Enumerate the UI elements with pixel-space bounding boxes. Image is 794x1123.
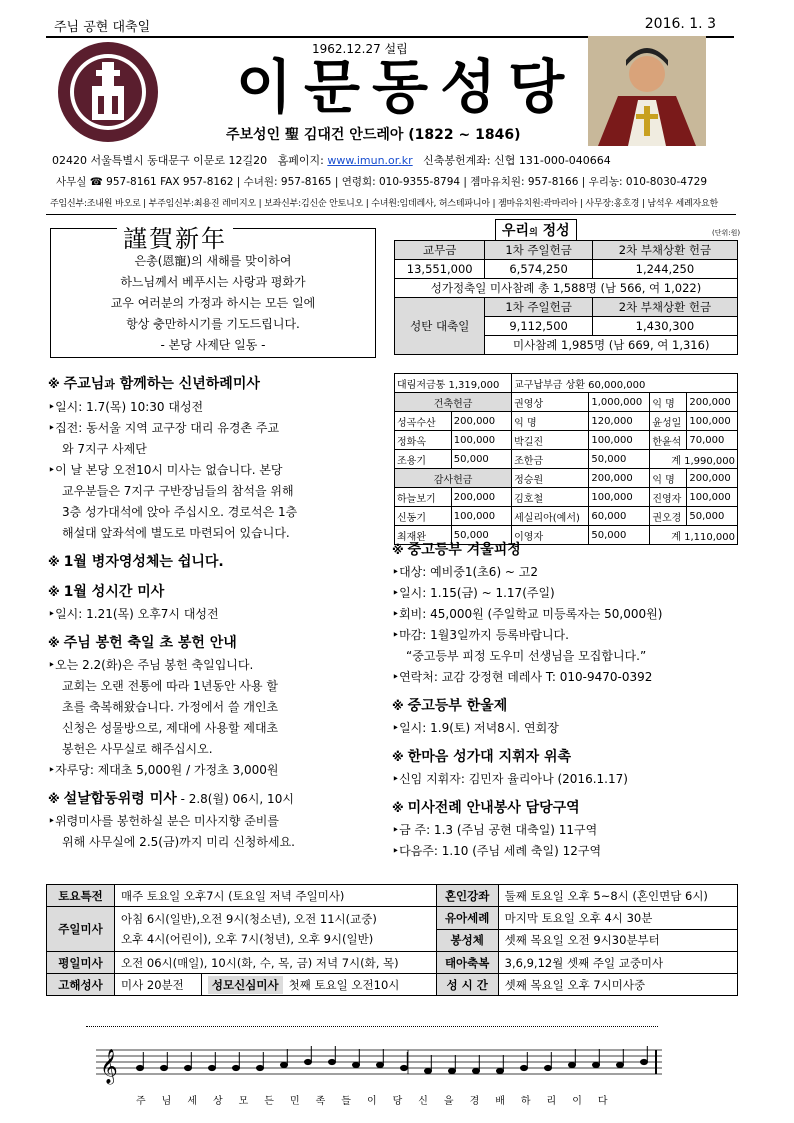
table-cell: 오전 06시(매일), 10시(화, 수, 목, 금) 저녁 7시(화, 목) xyxy=(115,952,437,974)
new-year-greeting xyxy=(50,225,376,358)
table-cell: 윤성일 xyxy=(650,412,687,431)
svg-text:𝄞: 𝄞 xyxy=(100,1049,118,1084)
table-cell: 아침 6시(일반),오전 9시(청소년), 오전 11시(교중) 오후 4시(어린이), 오후 7시(청년), 오후 9시(일반) xyxy=(115,907,437,952)
table-cell: 감사헌금 xyxy=(395,469,512,488)
table-cell: 이영자 xyxy=(512,526,589,545)
table-cell: 익 명 xyxy=(650,393,687,412)
table-cell: 성탄 대축일 xyxy=(395,298,485,355)
greeting-line: 항상 충만하시기를 기도드립니다. xyxy=(126,317,300,331)
table-cell: 권오경 xyxy=(650,507,687,526)
music-note xyxy=(257,1065,264,1070)
music-note xyxy=(473,1068,480,1073)
table-cell: 태아축복 xyxy=(436,952,498,974)
saint-portrait xyxy=(588,36,706,146)
table-cell: 50,000 xyxy=(589,526,650,545)
top-bar xyxy=(46,10,734,38)
table-cell: 평일미사 xyxy=(47,952,115,974)
notice-line: “중고등부 피정 도우미 선생님을 모집합니다.” xyxy=(406,649,647,663)
notice-line: ‣신임 지휘자: 김민자 율리아나 (2016.1.17) xyxy=(392,772,628,786)
music-note xyxy=(425,1068,432,1073)
left-column xyxy=(48,366,384,853)
notice-line: ‣자루당: 제대초 5,000원 / 가정초 3,000원 xyxy=(48,763,279,777)
notice-line: 3층 성가대석에 앉아 주십시오. 경로석은 1층 xyxy=(62,505,298,519)
notice-line: ‣연락처: 교감 강정현 데레사 T: 010-9470-0392 xyxy=(392,670,653,684)
music-note xyxy=(185,1065,192,1070)
table-cell: 성가정축일 미사참례 총 1,588명 (남 566, 여 1,022) xyxy=(395,279,738,298)
table-cell: 6,574,250 xyxy=(485,260,592,279)
table-cell: 셋째 목요일 오후 7시미사중 xyxy=(498,974,737,996)
table-cell: 교구납부금 상환 60,000,000 xyxy=(512,374,738,393)
star-icon: ※ xyxy=(392,699,404,713)
table-cell: 50,000 xyxy=(451,526,511,545)
table-cell: 혼인강좌 xyxy=(436,885,498,907)
section-title: ※ 중고등부 한울제 xyxy=(392,698,508,714)
table-cell: 3,6,9,12월 셋째 주일 교중미사 xyxy=(498,952,737,974)
section-title: ※ 설날합동위령 미사 - 2.8(월) 06시, 10시 xyxy=(48,791,294,807)
notice-line: ‣일시: 1.7(목) 10:30 대성전 xyxy=(48,400,204,414)
table-cell: 둘째 토요일 오후 5~8시 (혼인면담 6시) xyxy=(498,885,737,907)
table-cell: 100,000 xyxy=(687,488,738,507)
offering-table xyxy=(394,240,738,355)
table-cell: 봉성체 xyxy=(436,929,498,952)
music-note xyxy=(305,1059,312,1064)
star-icon: ※ xyxy=(392,750,404,764)
issue-date: 2016. 1. 3 xyxy=(644,16,716,32)
table-cell: 2차 부채상환 헌금 xyxy=(592,298,737,317)
music-note xyxy=(569,1062,576,1067)
table-cell: 계 1,110,000 xyxy=(650,526,738,545)
star-icon: ※ xyxy=(48,585,60,599)
table-cell: 120,000 xyxy=(589,412,650,431)
table-cell: 정화옥 xyxy=(395,431,452,450)
table-cell: 익 명 xyxy=(650,469,687,488)
homepage-link[interactable]: www.imun.or.kr xyxy=(327,154,413,167)
notice-line: 교회는 오랜 전통에 따라 1년동안 사용 할 xyxy=(62,679,278,693)
notice-line: ‣마감: 1월3일까지 등록바랍니다. xyxy=(392,628,569,642)
greeting-line: 교우 여러분의 가정과 하시는 모든 일에 xyxy=(110,296,316,310)
right-column xyxy=(392,532,738,862)
star-icon: ※ xyxy=(392,543,404,557)
dotted-divider xyxy=(86,1026,658,1027)
table-cell: 1,430,300 xyxy=(592,317,737,336)
feast-label: 주님 공현 대축일 xyxy=(54,20,151,35)
table-cell: 조용기 xyxy=(395,450,452,469)
table-cell: 50,000 xyxy=(589,450,650,469)
table-cell: 13,551,000 xyxy=(395,260,485,279)
music-note xyxy=(209,1065,216,1070)
star-icon: ※ xyxy=(392,801,404,815)
notice-line: 신청은 성물방으로, 제대에 사용할 제대초 xyxy=(62,721,279,735)
mass-schedule-table xyxy=(46,884,738,996)
notice-line: ‣위령미사를 봉헌하실 분은 미사지향 준비를 xyxy=(48,814,279,828)
notice-line: 해설대 앞좌석에 별도로 마련되어 있습니다. xyxy=(62,526,290,540)
music-note xyxy=(281,1062,288,1067)
table-cell: 9,112,500 xyxy=(485,317,592,336)
table-cell: 성 시 간 xyxy=(436,974,498,996)
music-note xyxy=(641,1059,648,1064)
music-note xyxy=(617,1062,624,1067)
table-cell: 진영자 xyxy=(650,488,687,507)
table-cell: 성곡수산 xyxy=(395,412,452,431)
table-cell: 100,000 xyxy=(589,431,650,450)
table-cell: 60,000 xyxy=(589,507,650,526)
table-cell: 권영상 xyxy=(512,393,589,412)
table-cell: 교무금 xyxy=(395,241,485,260)
table-cell: 2차 부채상환 헌금 xyxy=(592,241,737,260)
music-note xyxy=(401,1065,408,1070)
table-cell: 200,000 xyxy=(451,412,511,431)
greeting-signature: - 본당 사제단 일동 - xyxy=(160,338,266,352)
music-note xyxy=(545,1065,552,1070)
hymn-lyrics: 주님세상모든민족들이당신을경배하리이다 xyxy=(136,1096,624,1107)
section-title: ※ 중고등부 겨울피정 xyxy=(392,542,521,558)
music-note xyxy=(521,1065,528,1070)
table-cell: 200,000 xyxy=(687,469,738,488)
table-cell: 최재완 xyxy=(395,526,452,545)
offering-heading: 우리의 정성 xyxy=(495,219,577,241)
parish-logo xyxy=(56,40,160,144)
notice-line: ‣회비: 45,000원 (주일학교 미등록자는 50,000원) xyxy=(392,607,663,621)
music-note xyxy=(593,1062,600,1067)
star-icon: ※ xyxy=(48,636,60,650)
table-cell: 미사참례 1,985명 (남 669, 여 1,316) xyxy=(485,336,738,355)
table-cell: 100,000 xyxy=(589,488,650,507)
table-cell: 200,000 xyxy=(451,488,511,507)
notice-line: ‣대상: 예비중1(초6) ~ 고2 xyxy=(392,565,539,579)
notice-line: 봉헌은 사무실로 해주십시오. xyxy=(62,742,213,756)
table-cell: 고해성사 xyxy=(47,974,115,996)
star-icon: ※ xyxy=(48,792,60,806)
postcode: 02420 xyxy=(52,154,87,167)
notice-line: ‣일시: 1.15(금) ~ 1.17(주일) xyxy=(392,586,555,600)
table-cell: 익 명 xyxy=(512,412,589,431)
divider xyxy=(46,214,736,215)
star-icon: ※ xyxy=(48,377,60,391)
table-cell: 1차 주일헌금 xyxy=(485,298,592,317)
table-cell: 셋째 목요일 오전 9시30분부터 xyxy=(498,929,737,952)
table-cell: 대림저금통 1,319,000 xyxy=(395,374,512,393)
donation-table xyxy=(394,373,738,545)
music-note xyxy=(497,1068,504,1073)
table-cell: 200,000 xyxy=(687,393,738,412)
homepage-label: 홈페이지: xyxy=(277,154,324,167)
table-cell: 50,000 xyxy=(451,450,511,469)
music-note xyxy=(137,1065,144,1070)
table-cell: 마지막 토요일 오후 4시 30분 xyxy=(498,907,737,930)
notice-line: ‣집전: 동서울 지역 교구장 대리 유경촌 주교 xyxy=(48,421,280,435)
greeting-line: 하느님께서 베푸시는 사랑과 평화가 xyxy=(120,275,306,289)
table-cell: 하늘보기 xyxy=(395,488,452,507)
section-title: ※ 미사전례 안내봉사 담당구역 xyxy=(392,800,580,816)
notice-line: 와 7지구 사제단 xyxy=(62,442,147,456)
greeting-line: 은총(恩寵)의 새해를 맞이하여 xyxy=(134,254,292,268)
table-cell: 50,000 xyxy=(687,507,738,526)
table-cell: 조한금 xyxy=(512,450,589,469)
notice-line: 초를 축복해왔습니다. 가정에서 쓸 개인초 xyxy=(62,700,279,714)
table-cell: 1,244,250 xyxy=(592,260,737,279)
greeting-title: 謹賀新年 xyxy=(117,219,233,254)
section-title: ※ 주교님과 함께하는 신년하례미사 xyxy=(48,376,260,392)
music-note xyxy=(233,1065,240,1070)
patron-saint: 주보성인 聖 김대건 안드레아 (1822 ~ 1846) xyxy=(226,127,521,143)
table-cell: 계 1,990,000 xyxy=(650,450,738,469)
table-cell: 200,000 xyxy=(589,469,650,488)
donation-account: 신축봉헌계좌: 신협 131-000-040664 xyxy=(423,154,611,167)
table-cell: 미사 20분전 xyxy=(115,974,202,996)
table-cell: 박길진 xyxy=(512,431,589,450)
table-cell: 100,000 xyxy=(451,507,511,526)
table-cell: 김호철 xyxy=(512,488,589,507)
notice-line: ‣오는 2.2(화)은 주님 봉헌 축일입니다. xyxy=(48,658,254,672)
table-cell: 토요특전 xyxy=(47,885,115,907)
notice-line: 교우분들은 7지구 구반장님들의 참석을 위해 xyxy=(62,484,294,498)
staff-list: 주임신부:조내원 바오로 | 부주임신부:최용진 레미지오 | 보좌신부:김신순 안토니오 | 수녀원:임데레사, 허스테파니아 | 젬마유치원:곽마리아 | 사무장:홍호경 | 남석우 세례자요한 xyxy=(50,199,718,209)
table-cell: 70,000 xyxy=(687,431,738,450)
table-cell: 주일미사 xyxy=(47,907,115,952)
notice-line: 위해 사무실에 2.5(금)까지 미리 신청하세요. xyxy=(62,835,295,849)
notice-line: ‣일시: 1.9(토) 저녁8시. 연회장 xyxy=(392,721,559,735)
table-cell: 건축헌금 xyxy=(395,393,512,412)
established: 1962.12.27 설립 xyxy=(312,42,408,56)
section-title: ※ 한마음 성가대 지휘자 위촉 xyxy=(392,749,572,765)
table-cell: 정승원 xyxy=(512,469,589,488)
section-title: ※ 주님 봉헌 축일 초 봉헌 안내 xyxy=(48,635,237,651)
table-cell: 1차 주일헌금 xyxy=(485,241,592,260)
table-cell: 유아세례 xyxy=(436,907,498,930)
address-line xyxy=(52,152,611,168)
notice-line: ‣다음주: 1.10 (주님 세례 축일) 12구역 xyxy=(392,844,602,858)
music-note xyxy=(449,1068,456,1073)
notice-line: ‣금 주: 1.3 (주님 공현 대축일) 11구역 xyxy=(392,823,598,837)
section-title: ※ 1월 성시간 미사 xyxy=(48,584,165,600)
parish-title: 이문동성당 xyxy=(236,53,577,121)
table-cell: 세실리아(예서) xyxy=(512,507,589,526)
music-note xyxy=(377,1062,384,1067)
table-cell: 한윤석 xyxy=(650,431,687,450)
star-icon: ※ xyxy=(48,555,60,569)
notice-line: ‣이 날 본당 오전10시 미사는 없습니다. 본당 xyxy=(48,463,283,477)
section-title: ※ 1월 병자영성체는 쉽니다. xyxy=(48,554,224,570)
music-note xyxy=(161,1065,168,1070)
table-cell: 매주 토요일 오후7시 (토요일 저녁 주일미사) xyxy=(115,885,437,907)
table-cell: 1,000,000 xyxy=(589,393,650,412)
notice-line: ‣일시: 1.21(목) 오후7시 대성전 xyxy=(48,607,219,621)
table-cell: 100,000 xyxy=(687,412,738,431)
table-cell: 성모신심미사 첫째 토요일 오전10시 xyxy=(201,974,436,996)
music-note xyxy=(353,1062,360,1067)
music-note xyxy=(329,1059,336,1064)
table-cell: 100,000 xyxy=(451,431,511,450)
unit-note: (단위:원) xyxy=(712,229,741,237)
street-address: 서울특별시 동대문구 이문로 12길20 xyxy=(90,154,268,167)
phone-numbers: 사무실 ☎ 957-8161 FAX 957-8162 | 수녀원: 957-8165 | 연령회: 010-9355-8794 | 젬마유치원: 957-8166 | 우리농: 010-8030-4729 xyxy=(56,176,707,188)
table-cell: 신동기 xyxy=(395,507,452,526)
